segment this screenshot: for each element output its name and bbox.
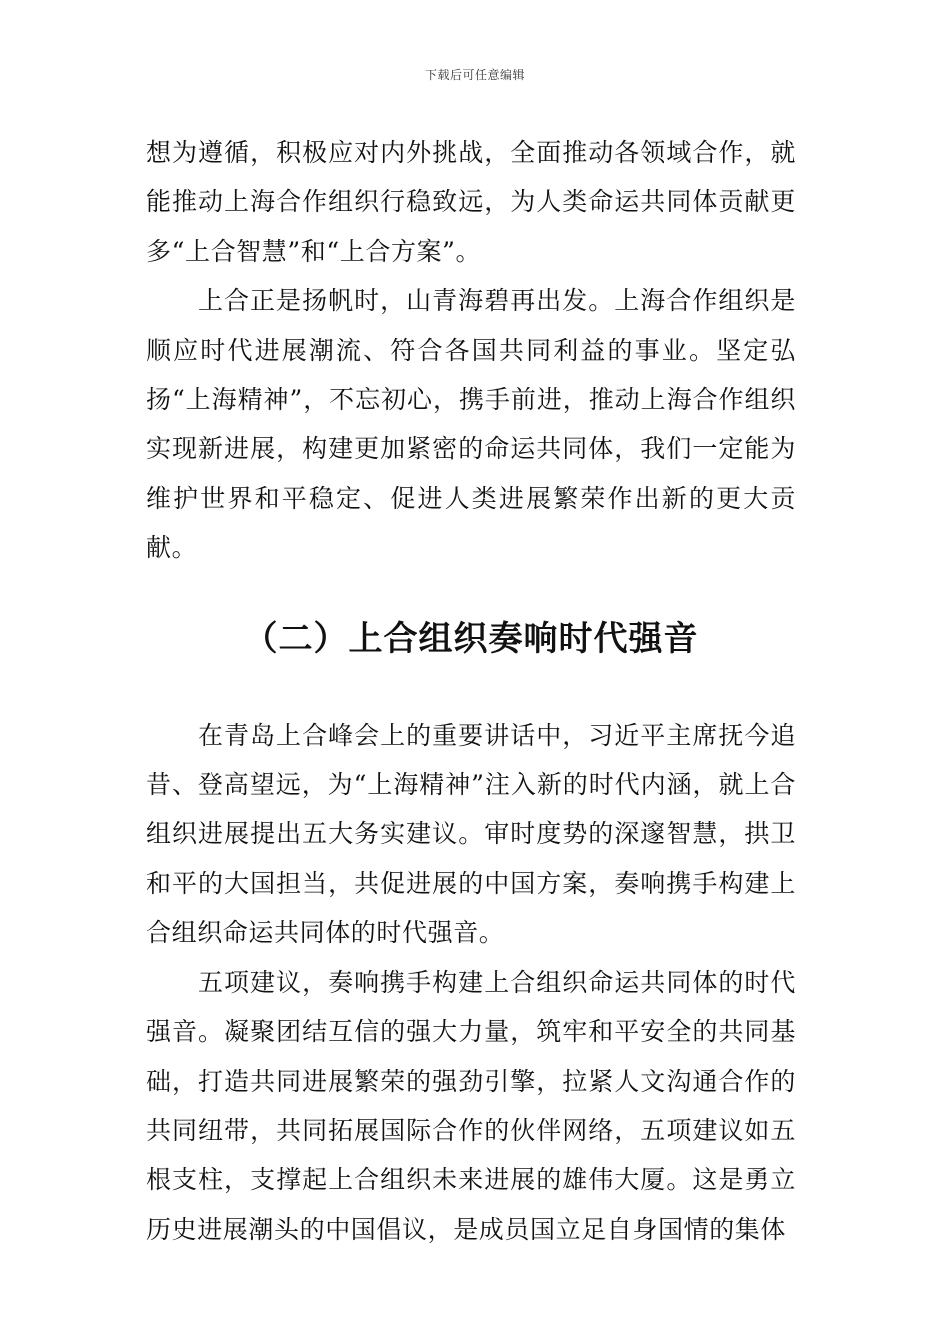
paragraph-continuation: 想为遵循，积极应对内外挑战，全面推动各领域合作，就能推动上海合作组织行稳致远，为人类命运共同体贡献更多“上合智慧”和“上合方案”。 [146, 138, 796, 266]
paragraph-five-proposals: 五项建议，奏响携手构建上合组织命运共同体的时代强音。凝聚团结互信的强大力量，筑牢和平安全的共同基础，打造共同进展繁荣的强劲引擎，拉紧人文沟通合作的共同纽带，共同拓展国际合作的伙伴网络，五项建议如五根支柱，支撑起上合组织未来进展的雄伟大厦。这是勇立历史进展潮头的中国倡议，是成员国立足自身国情的集体 [146, 967, 796, 1244]
document-body [146, 128, 796, 1254]
section-heading: （二）上合组织奏响时代强音 [243, 618, 699, 659]
paragraph-closing: 上合正是扬帆时，山青海碧再出发。上海合作组织是顺应时代进展潮流、符合各国共同利益的事业。坚定弘扬“上海精神”，不忘初心，携手前进，推动上海合作组织实现新进展，构建更加紧密的命运共同体，我们一定能为维护世界和平稳定、促进人类进展繁荣作出新的更大贡献。 [146, 286, 796, 563]
page-header-note: 下载后可任意编辑 [424, 68, 525, 82]
paragraph-qingdao-summit: 在青岛上合峰会上的重要讲话中，习近平主席抚今追昔、登高望远，为“上海精神”注入新的时代内涵，就上合组织进展提出五大务实建议。审时度势的深邃智慧，拱卫和平的大国担当，共促进展的中国方案，奏响携手构建上合组织命运共同体的时代强音。 [146, 720, 796, 948]
